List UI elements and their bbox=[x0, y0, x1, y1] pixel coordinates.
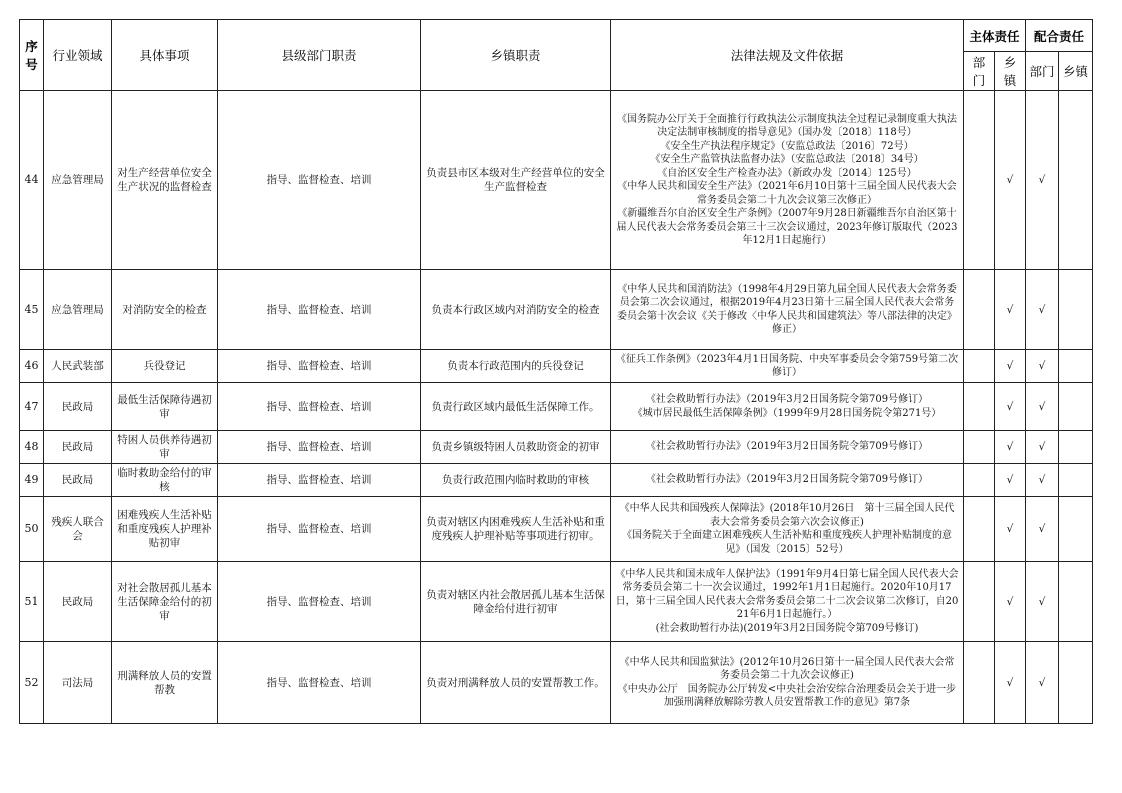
header-main-dept: 部门 bbox=[964, 52, 995, 91]
cell-coop-township bbox=[1059, 464, 1093, 497]
basis-line: 《自治区安全生产检查办法》（新政办发〔2014〕125号） bbox=[657, 167, 917, 179]
cell-main-township: √ bbox=[995, 350, 1026, 383]
cell-main-dept bbox=[964, 383, 995, 431]
cell-county-duty: 指导、监督检查、培训 bbox=[218, 383, 421, 431]
cell-main-dept bbox=[964, 642, 995, 724]
header-main-township: 乡镇 bbox=[995, 52, 1026, 91]
cell-sector: 应急管理局 bbox=[44, 91, 112, 270]
cell-index: 48 bbox=[20, 431, 44, 464]
cell-county-duty: 指导、监督检查、培训 bbox=[218, 642, 421, 724]
cell-coop-township bbox=[1059, 642, 1093, 724]
cell-coop-township bbox=[1059, 383, 1093, 431]
header-coop-resp: 配合责任 bbox=[1026, 20, 1093, 52]
cell-county-duty: 指导、监督检查、培训 bbox=[218, 497, 421, 562]
basis-line: 《中华人民共和国监狱法》(2012年10月26日第十一届全国人民代表大会常务委员会第二十九次会议修正) bbox=[619, 656, 955, 681]
header-matter: 具体事项 bbox=[112, 20, 218, 91]
cell-basis bbox=[611, 562, 964, 642]
cell-main-township: √ bbox=[995, 562, 1026, 642]
header-coop-dept: 部门 bbox=[1026, 52, 1059, 91]
cell-coop-township bbox=[1059, 431, 1093, 464]
table-row bbox=[20, 350, 1093, 383]
cell-county-duty: 指导、监督检查、培训 bbox=[218, 350, 421, 383]
table-row bbox=[20, 383, 1093, 431]
cell-index: 44 bbox=[20, 91, 44, 270]
header-township-duty: 乡镇职责 bbox=[421, 20, 611, 91]
cell-basis bbox=[611, 642, 964, 724]
cell-county-duty: 指导、监督检查、培训 bbox=[218, 270, 421, 350]
table-body bbox=[20, 91, 1093, 724]
basis-line: 《社会救助暂行办法》（2019年3月2日国务院令第709号修订） bbox=[645, 394, 929, 405]
cell-main-dept bbox=[964, 497, 995, 562]
cell-county-duty: 指导、监督检查、培训 bbox=[218, 91, 421, 270]
cell-sector: 民政局 bbox=[44, 464, 112, 497]
cell-sector: 民政局 bbox=[44, 383, 112, 431]
cell-county-duty: 指导、监督检查、培训 bbox=[218, 562, 421, 642]
cell-coop-dept: √ bbox=[1026, 464, 1059, 497]
cell-township-duty: 负责对辖区内困难残疾人生活补贴和重度残疾人护理补贴等事项进行初审。 bbox=[421, 497, 611, 562]
cell-township-duty: 负责县市区本级对生产经营单位的安全生产监督检查 bbox=[421, 91, 611, 270]
cell-index: 49 bbox=[20, 464, 44, 497]
cell-township-duty: 负责本行政区域内对消防安全的检查 bbox=[421, 270, 611, 350]
cell-index: 45 bbox=[20, 270, 44, 350]
cell-matter: 特困人员供养待遇初审 bbox=[112, 431, 218, 464]
header-sector: 行业领域 bbox=[44, 20, 112, 91]
cell-main-township: √ bbox=[995, 383, 1026, 431]
cell-main-dept bbox=[964, 91, 995, 270]
cell-coop-township bbox=[1059, 350, 1093, 383]
cell-coop-dept: √ bbox=[1026, 350, 1059, 383]
cell-sector: 人民武装部 bbox=[44, 350, 112, 383]
cell-index: 51 bbox=[20, 562, 44, 642]
cell-main-township: √ bbox=[995, 91, 1026, 270]
cell-coop-dept: √ bbox=[1026, 431, 1059, 464]
cell-township-duty: 负责对辖区内社会散居孤儿基本生活保障金给付进行初审 bbox=[421, 562, 611, 642]
cell-matter: 刑满释放人员的安置帮教 bbox=[112, 642, 218, 724]
cell-coop-dept: √ bbox=[1026, 642, 1059, 724]
basis-line: 《新疆维吾尔自治区安全生产条例》（2007年9月28日新疆维吾尔自治区第十届人民代表大会常务委员会第三十三次会议通过，2023年修订版取代（2023年12月1日起施行） bbox=[616, 208, 958, 246]
cell-main-township: √ bbox=[995, 431, 1026, 464]
cell-main-township: √ bbox=[995, 270, 1026, 350]
cell-sector: 民政局 bbox=[44, 562, 112, 642]
table-row bbox=[20, 642, 1093, 724]
table-row bbox=[20, 431, 1093, 464]
cell-main-dept bbox=[964, 270, 995, 350]
table-row bbox=[20, 562, 1093, 642]
cell-index: 50 bbox=[20, 497, 44, 562]
basis-line: 《社会救助暂行办法》（2019年3月2日国务院令第709号修订） bbox=[645, 474, 929, 486]
header-index: 序号 bbox=[20, 20, 44, 91]
cell-sector: 应急管理局 bbox=[44, 270, 112, 350]
cell-township-duty: 负责行政区域内最低生活保障工作。 bbox=[421, 383, 611, 431]
cell-county-duty: 指导、监督检查、培训 bbox=[218, 431, 421, 464]
cell-sector: 司法局 bbox=[44, 642, 112, 724]
cell-matter: 对生产经营单位安全生产状况的监督检查 bbox=[112, 91, 218, 270]
header-main-resp: 主体责任 bbox=[964, 20, 1026, 52]
basis-line: 《安全生产执法程序规定》（安监总政法〔2016〕72号） bbox=[660, 140, 914, 152]
cell-basis bbox=[611, 383, 964, 431]
responsibility-table bbox=[19, 19, 1093, 724]
cell-township-duty: 负责对刑满释放人员的安置帮教工作。 bbox=[421, 642, 611, 724]
cell-coop-dept: √ bbox=[1026, 562, 1059, 642]
cell-coop-township bbox=[1059, 270, 1093, 350]
header-basis: 法律法规及文件依据 bbox=[611, 20, 964, 91]
cell-basis bbox=[611, 91, 964, 270]
cell-coop-dept: √ bbox=[1026, 91, 1059, 270]
cell-township-duty: 负责行政范围内临时救助的审核 bbox=[421, 464, 611, 497]
cell-coop-dept: √ bbox=[1026, 497, 1059, 562]
cell-county-duty: 指导、监督检查、培训 bbox=[218, 464, 421, 497]
cell-township-duty: 负责乡镇级特困人员救助资金的初审 bbox=[421, 431, 611, 464]
basis-line: 《征兵工作条例》（2023年4月1日国务院、中央军事委员会令第759号第二次修订） bbox=[615, 353, 959, 378]
cell-matter: 临时救助金给付的审核 bbox=[112, 464, 218, 497]
basis-line: 《国务院关于全面建立困难残疾人生活补贴和重度残疾人护理补贴制度的意见》（国发〔2015〕52号） bbox=[622, 530, 952, 555]
cell-coop-dept: √ bbox=[1026, 383, 1059, 431]
cell-main-township: √ bbox=[995, 497, 1026, 562]
basis-line: 《中华人民共和国安全生产法》（2021年6月10日第十三届全国人民代表大会常务委员会第二十九次会议第三次修正） bbox=[617, 181, 957, 206]
basis-line: 《中华人民共和国未成年人保护法》（1991年9月4日第七届全国人民代表大会常务委员会第二十一次会议通过，1992年1月1日起施行。2020年10月17日，第十三届全国人民代表大会常务委员会第二十二次会议第二次修订，自2021年6月1日起施行。） bbox=[615, 568, 959, 621]
basis-line: 《社会救助暂行办法》（2019年3月2日国务院令第709号修订） bbox=[645, 441, 929, 453]
table-row bbox=[20, 270, 1093, 350]
cell-matter: 对消防安全的检查 bbox=[112, 270, 218, 350]
table-row bbox=[20, 497, 1093, 562]
header-county-duty: 县级部门职责 bbox=[218, 20, 421, 91]
basis-line: 《国务院办公厅关于全面推行行政执法公示制度执法全过程记录制度重大执法决定法制审核制度的指导意见》（国办发〔2018〕118号） bbox=[617, 113, 957, 138]
cell-coop-township bbox=[1059, 497, 1093, 562]
cell-basis bbox=[611, 350, 964, 383]
cell-index: 52 bbox=[20, 642, 44, 724]
cell-index: 47 bbox=[20, 383, 44, 431]
cell-index: 46 bbox=[20, 350, 44, 383]
cell-main-dept bbox=[964, 562, 995, 642]
cell-basis bbox=[611, 464, 964, 497]
cell-main-dept bbox=[964, 464, 995, 497]
basis-line: 《城市居民最低生活保障条例》（1999年9月28日国务院令第271号） bbox=[632, 407, 942, 419]
basis-line: (社会救助暂行办法)(2019年3月2日国务院令第709号修订) bbox=[655, 622, 919, 634]
cell-basis bbox=[611, 431, 964, 464]
cell-matter: 困难残疾人生活补贴和重度残疾人护理补贴初审 bbox=[112, 497, 218, 562]
cell-coop-township bbox=[1059, 562, 1093, 642]
cell-coop-township bbox=[1059, 91, 1093, 270]
basis-line: 《中华人民共和国消防法》（1998年4月29日第九届全国人民代表大会常务委员会第二次会议通过，根据2019年4月23日第十三届全国人民代表大会常务委员会第十次会议《关于修改〈中华人民共和国建筑法〉等八部法律的决定》修正） bbox=[617, 283, 957, 335]
cell-main-township: √ bbox=[995, 642, 1026, 724]
cell-matter: 对社会散居孤儿基本生活保障金给付的初审 bbox=[112, 562, 218, 642]
cell-coop-dept: √ bbox=[1026, 270, 1059, 350]
header-coop-township: 乡镇 bbox=[1059, 52, 1093, 91]
cell-main-dept bbox=[964, 431, 995, 464]
cell-main-township: √ bbox=[995, 464, 1026, 497]
cell-township-duty: 负责本行政范围内的兵役登记 bbox=[421, 350, 611, 383]
basis-line: 《中央办公厅 国务院办公厅转发<中央社会治安综合治理委员会关于进一步加强刑满释放解除劳教人员安置帮教工作的意见》第7条 bbox=[617, 683, 957, 708]
table-row bbox=[20, 91, 1093, 270]
basis-line: 《安全生产监管执法监督办法》（安监总政法〔2018〕34号） bbox=[650, 154, 924, 165]
cell-matter: 最低生活保障待遇初审 bbox=[112, 383, 218, 431]
cell-matter: 兵役登记 bbox=[112, 350, 218, 383]
cell-sector: 民政局 bbox=[44, 431, 112, 464]
cell-basis bbox=[611, 497, 964, 562]
table-row bbox=[20, 464, 1093, 497]
cell-sector: 残疾人联合会 bbox=[44, 497, 112, 562]
cell-basis bbox=[611, 270, 964, 350]
basis-line: 《中华人民共和国残疾人保障法》(2018年10月26日 第十三届全国人民代表大会常务委员会第六次会议修正) bbox=[619, 503, 955, 528]
cell-main-dept bbox=[964, 350, 995, 383]
